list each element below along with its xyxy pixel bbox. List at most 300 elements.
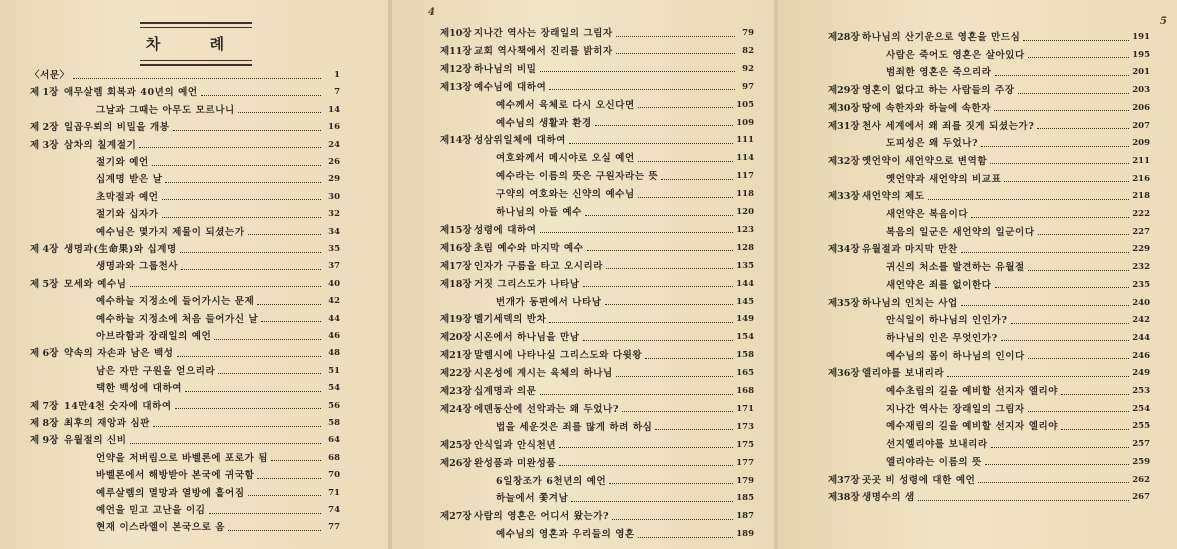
dot-leader xyxy=(595,124,733,126)
page-ref: 1 xyxy=(334,70,340,80)
page-ref: 34 xyxy=(328,226,340,237)
page-ref: 14 xyxy=(328,104,340,115)
dot-leader xyxy=(638,106,733,108)
chapter-number: 제12장 xyxy=(440,63,472,75)
toc-entry xyxy=(496,295,754,310)
page-number-middle: 4 xyxy=(428,7,435,18)
entry-title: 사람은 죽어도 영혼은 살아있다 xyxy=(886,49,1025,61)
dot-leader xyxy=(248,233,321,235)
toc-entry xyxy=(828,83,1150,98)
dot-leader xyxy=(257,477,321,479)
entry-title: 모세와 예수님 xyxy=(64,278,127,290)
entry-title: 14만4천 숫자에 대하여 xyxy=(64,400,172,412)
entry-title: 예수라는 이름의 뜻은 구원자라는 뜻 xyxy=(496,171,659,183)
dot-leader xyxy=(918,499,1129,501)
toc-entry xyxy=(886,313,1150,328)
dot-leader xyxy=(645,357,733,359)
entry-title: 성령에 대하여 xyxy=(474,224,537,236)
page-ref: 46 xyxy=(328,331,340,341)
page-ref: 68 xyxy=(328,452,340,463)
toc-entry xyxy=(886,260,1150,275)
toc-entry xyxy=(96,190,340,205)
toc-entry xyxy=(30,85,340,100)
page-ref: 120 xyxy=(736,207,754,217)
entry-title: 새언약은 죄를 없이한다 xyxy=(886,279,992,291)
dot-leader xyxy=(559,446,733,448)
page-ref: 64 xyxy=(328,435,340,446)
entry-title: 유월절과 마지막 만찬 xyxy=(862,244,958,256)
dot-leader xyxy=(261,320,321,322)
page-ref: 118 xyxy=(736,189,754,200)
page-ref: 249 xyxy=(1132,368,1150,379)
toc-entry xyxy=(828,30,1150,45)
chapter-number: 제 5장 xyxy=(30,278,59,290)
chapter-number: 제 7장 xyxy=(30,400,59,412)
toc-entry xyxy=(886,384,1150,399)
page-ref: 114 xyxy=(736,153,754,164)
dot-leader xyxy=(961,251,1129,253)
entry-title: 예수하늘 지정소에 처음 들어가신 날 xyxy=(96,313,259,325)
page-ref: 262 xyxy=(1132,474,1150,485)
entry-title: 일곱우뢰의 비밀을 개봉 xyxy=(64,122,170,134)
chapter-number: 제30장 xyxy=(828,102,860,114)
entry-title: 초막절과 예언 xyxy=(96,191,159,203)
dot-leader xyxy=(209,512,322,514)
page-ref: 259 xyxy=(1132,456,1150,467)
dot-leader xyxy=(1037,127,1129,129)
dot-leader xyxy=(218,372,321,374)
page-ref: 242 xyxy=(1132,315,1150,326)
page-ref: 42 xyxy=(328,296,340,307)
dot-leader xyxy=(612,518,733,520)
page-ref: 24 xyxy=(328,139,340,150)
page-ref: 254 xyxy=(1132,403,1150,414)
chapter-number: 제28장 xyxy=(828,32,860,43)
toc-entry xyxy=(96,520,340,535)
dot-leader xyxy=(1018,92,1130,94)
page-ref: 206 xyxy=(1132,102,1150,113)
chapter-number: 제 1장 xyxy=(30,87,59,99)
toc-entry xyxy=(886,349,1150,364)
chapter-number: 제21장 xyxy=(440,350,472,362)
dot-leader xyxy=(990,162,1129,164)
chapter-number: 제 8장 xyxy=(30,418,59,429)
dot-leader xyxy=(571,500,733,502)
dot-leader xyxy=(173,129,321,131)
toc-entry xyxy=(96,172,340,187)
chapter-number: 제17장 xyxy=(440,260,472,272)
dot-leader xyxy=(971,216,1129,218)
dot-leader xyxy=(978,481,1129,483)
page-ref: 187 xyxy=(736,511,754,522)
entry-title: 안식일이 하나님의 인인가? xyxy=(886,315,1008,327)
dot-leader xyxy=(569,142,733,144)
page-ref: 149 xyxy=(736,314,754,325)
dot-leader xyxy=(540,393,734,395)
entry-title: 택한 백성에 대하여 xyxy=(96,383,183,395)
toc-entry xyxy=(828,119,1150,134)
dot-leader xyxy=(152,164,321,166)
entry-title: 예수재림의 길을 예비할 선지자 엘리야 xyxy=(886,421,1059,433)
chapter-number: 제22장 xyxy=(440,368,472,380)
toc-entry xyxy=(96,155,340,170)
entry-title: 귀신의 처소를 발견하는 유월절 xyxy=(886,262,1025,274)
page-ref: 30 xyxy=(328,191,340,202)
entry-title: 예수님의 영혼과 우리들의 영혼 xyxy=(496,529,635,541)
chapter-number: 제 6장 xyxy=(30,348,59,360)
toc-entry xyxy=(30,120,340,135)
toc-entry xyxy=(886,48,1150,63)
dot-leader xyxy=(1001,339,1129,341)
toc-entry xyxy=(30,416,340,431)
entry-title: 범죄한 영혼은 죽으리라 xyxy=(886,67,992,79)
page-ref: 218 xyxy=(1132,191,1150,202)
dot-leader xyxy=(981,145,1129,147)
toc-entry xyxy=(886,65,1150,80)
toc-entry xyxy=(96,103,340,118)
page-number-right: 5 xyxy=(1160,16,1167,27)
page-ref: 37 xyxy=(328,261,340,272)
page-ref: 29 xyxy=(328,174,340,185)
entry-title: 멜기세덱의 반차 xyxy=(474,314,547,326)
dot-leader xyxy=(994,109,1129,111)
entry-title: 예수님은 몇가지 제물이 되셨는가 xyxy=(96,226,245,238)
dot-leader xyxy=(130,442,321,444)
dot-leader xyxy=(1028,357,1129,359)
dot-leader xyxy=(947,375,1129,377)
chapter-number: 제29장 xyxy=(828,85,860,97)
entry-title: 남은 자만 구원을 얻으리라 xyxy=(96,365,216,377)
page-ref: 168 xyxy=(736,386,754,396)
entry-title: 초림 예수와 마지막 예수 xyxy=(474,242,584,254)
page-ref: 70 xyxy=(328,470,340,481)
toc-entry xyxy=(96,503,340,518)
toc-entry xyxy=(496,491,754,506)
entry-title: 거짓 그리스도가 나타남 xyxy=(474,278,580,290)
dot-leader xyxy=(201,94,321,96)
toc-entry xyxy=(828,154,1150,169)
dot-leader xyxy=(1011,322,1130,324)
page-ref: 135 xyxy=(736,260,754,271)
dot-leader xyxy=(175,407,321,409)
page-ref: 185 xyxy=(736,493,754,504)
toc-entry xyxy=(828,366,1150,381)
dot-leader xyxy=(1038,233,1130,235)
entry-title: 하늘에서 쫓겨남 xyxy=(496,493,569,505)
page-ref: 26 xyxy=(328,157,340,167)
toc-entry xyxy=(440,509,754,524)
dot-leader xyxy=(153,425,321,427)
page-ref: 257 xyxy=(1132,439,1150,450)
page-ref: 179 xyxy=(736,475,754,486)
entry-title: 생명과(生命果)와 십계명 xyxy=(64,244,177,255)
entry-title: 사람의 영혼은 어디서 왔는가? xyxy=(474,511,610,523)
toc-entry xyxy=(30,346,340,361)
dot-leader xyxy=(995,286,1130,288)
toc-entry xyxy=(96,207,340,222)
dot-leader xyxy=(549,88,735,90)
toc-entry xyxy=(30,277,340,292)
page-ref: 203 xyxy=(1132,85,1150,96)
dot-leader xyxy=(73,77,321,79)
toc-entry xyxy=(96,468,340,483)
toc-entry xyxy=(30,433,340,448)
page-ref: 7 xyxy=(334,87,340,98)
toc-entry xyxy=(886,278,1150,293)
page-ref: 145 xyxy=(736,296,754,307)
dot-leader xyxy=(622,410,733,412)
dot-leader xyxy=(238,111,321,113)
entry-title: 절기와 십자가 xyxy=(96,209,159,221)
toc-entry xyxy=(440,44,754,59)
chapter-number: 제38장 xyxy=(828,492,860,504)
page-ref: 246 xyxy=(1132,350,1150,361)
entry-title: 영혼이 없다고 하는 사람들의 주장 xyxy=(862,85,1015,97)
entry-title: 생명과와 그룹천사 xyxy=(96,261,179,273)
toc-entry xyxy=(886,455,1150,470)
dot-leader xyxy=(540,70,735,72)
entry-title: 예수하늘 지정소에 들어가시는 문제 xyxy=(96,296,255,308)
page-ref: 117 xyxy=(736,171,754,182)
toc-entry xyxy=(30,138,340,153)
dot-leader xyxy=(181,268,321,270)
dot-leader xyxy=(177,355,322,357)
toc-entry xyxy=(886,207,1150,222)
chapter-number: 제31장 xyxy=(828,120,860,132)
entry-title: 예수초림의 길을 예비할 선지자 엘리야 xyxy=(886,386,1059,397)
entry-title: 예수님의 몸이 하나님의 인이다 xyxy=(886,350,1025,362)
entry-title: 생명수의 샘 xyxy=(862,492,915,504)
page-ref: 229 xyxy=(1132,244,1150,255)
dot-leader xyxy=(985,463,1129,465)
entry-title: 아브라함과 장래일의 예언 xyxy=(96,331,212,342)
toc-entry xyxy=(886,402,1150,417)
dot-leader xyxy=(616,35,735,37)
page-ref: 79 xyxy=(742,28,754,38)
dot-leader xyxy=(616,375,733,377)
dot-leader xyxy=(1061,393,1129,395)
entry-title: 지나간 역사는 장래일의 그림자 xyxy=(474,28,613,39)
toc-title: 차 례 xyxy=(145,35,247,53)
entry-title: 하나님의 인치는 사업 xyxy=(862,297,958,309)
page-ref: 97 xyxy=(742,81,754,92)
toc-entry xyxy=(496,420,754,435)
entry-title: 엘리야라는 이름의 뜻 xyxy=(886,456,982,468)
page-ref: 173 xyxy=(736,421,754,432)
chapter-number: 제35장 xyxy=(828,297,860,309)
toc-entry xyxy=(96,364,340,379)
toc-entry xyxy=(30,68,340,83)
toc-entry xyxy=(496,474,754,489)
dot-leader xyxy=(228,529,321,531)
dot-leader xyxy=(549,321,733,323)
chapter-number: 제24장 xyxy=(440,403,472,415)
entry-title: 교회 역사책에서 진리를 밝히자 xyxy=(474,45,613,57)
entry-title: 하나님의 인은 무엇인가? xyxy=(886,332,998,344)
dot-leader xyxy=(585,214,733,216)
chapter-number: 제20장 xyxy=(440,332,472,344)
page-ref: 267 xyxy=(1132,492,1150,503)
page-ref: 209 xyxy=(1132,138,1150,149)
chapter-number: 제 3장 xyxy=(30,139,59,151)
toc-entry xyxy=(496,205,754,220)
toc-entry xyxy=(828,473,1150,488)
toc-entry xyxy=(828,296,1150,311)
page-ref: 253 xyxy=(1132,386,1150,396)
dot-leader xyxy=(1028,269,1129,271)
entry-title: 하나님의 산기운으로 영혼을 만드심 xyxy=(862,32,1021,43)
toc-entry xyxy=(828,101,1150,116)
entry-title: 시온에서 하나님을 만남 xyxy=(474,332,580,344)
toc-entry xyxy=(440,26,754,41)
toc-entry xyxy=(828,242,1150,257)
toc-entry xyxy=(440,366,754,381)
entry-title: 선지엘리야를 보내리라 xyxy=(886,439,988,451)
entry-title: 곳곳 비 성령에 대한 예언 xyxy=(862,474,976,486)
entry-title: 유월절의 신비 xyxy=(64,435,127,447)
page-ref: 40 xyxy=(328,278,340,289)
toc-entry xyxy=(496,169,754,184)
entry-title: 땅에 속한자와 하늘에 속한자 xyxy=(862,102,992,114)
dot-leader xyxy=(583,339,734,341)
entry-title: 예수님의 생활과 환경 xyxy=(496,117,592,129)
toc-entry xyxy=(96,294,340,309)
page-ref: 54 xyxy=(328,383,340,394)
entry-title: 안식일과 안식천년 xyxy=(474,439,557,451)
page-ref: 195 xyxy=(1132,49,1150,60)
page-ref: 222 xyxy=(1132,209,1150,219)
toc-entry xyxy=(440,330,754,345)
dot-leader xyxy=(540,231,734,233)
entry-title: 그날과 그때는 아무도 모르나니 xyxy=(96,104,235,116)
toc-entry xyxy=(96,381,340,396)
chapter-number: 제16장 xyxy=(440,242,472,254)
right-page xyxy=(778,0,1177,549)
chapter-number: 제36장 xyxy=(828,368,860,380)
page-ref: 58 xyxy=(328,418,340,428)
entry-title: 약속의 자손과 남은 백성 xyxy=(64,348,174,360)
chapter-number: 제 9장 xyxy=(30,435,59,447)
dot-leader xyxy=(606,267,733,269)
toc-entry xyxy=(96,259,340,274)
page-ref: 128 xyxy=(736,242,754,253)
page-ref: 144 xyxy=(736,278,754,289)
entry-title: 새언약의 제도 xyxy=(862,191,925,203)
entry-title: 예루살렘의 멸망과 열방에 흩어짐 xyxy=(96,487,245,499)
chapter-number: 제11장 xyxy=(440,45,472,57)
entry-title: 지나간 역사는 장래일의 그림자 xyxy=(886,403,1025,415)
dot-leader xyxy=(583,285,734,287)
entry-title: 천사 세계에서 왜 죄를 짓게 되셨는가? xyxy=(862,120,1035,132)
page-ref: 74 xyxy=(328,505,340,515)
toc-entry xyxy=(496,187,754,202)
entry-title: 예수께서 육체로 다시 오신다면 xyxy=(496,99,635,111)
entry-title: 복음의 일군은 새언약의 일군이다 xyxy=(886,226,1035,238)
toc-entry xyxy=(886,331,1150,346)
toc-entry xyxy=(30,399,340,414)
chapter-number: 제19장 xyxy=(440,314,472,326)
toc-entry xyxy=(96,225,340,240)
entry-title: 말렘시에 나타나실 그리스도와 다윗왕 xyxy=(474,350,643,362)
dot-leader xyxy=(995,74,1130,76)
entry-title: 바벨론에서 해방받아 본국에 귀국함 xyxy=(96,470,255,482)
page-ref: 77 xyxy=(328,522,340,533)
entry-title: 현재 이스라엘이 본국으로 옴 xyxy=(96,522,226,534)
toc-entry xyxy=(440,62,754,77)
toc-entry xyxy=(440,259,754,274)
chapter-number: 제26장 xyxy=(440,457,472,469)
page-ref: 111 xyxy=(736,135,754,146)
page-ref: 216 xyxy=(1132,173,1150,184)
page-ref: 207 xyxy=(1132,120,1150,131)
chapter-number: 제33장 xyxy=(828,191,860,203)
chapter-number: 제23장 xyxy=(440,386,472,397)
chapter-number: 제27장 xyxy=(440,511,472,523)
page-ref: 255 xyxy=(1132,421,1150,432)
toc-entry xyxy=(440,80,754,95)
chapter-number: 제 4장 xyxy=(30,244,59,255)
dot-leader xyxy=(559,464,733,466)
entry-title: 법을 세운것은 죄를 많게 하려 하심 xyxy=(496,421,653,433)
entry-title: 절기와 예언 xyxy=(96,157,149,168)
page-ref: 109 xyxy=(736,117,754,128)
left-page xyxy=(0,0,388,549)
toc-entry xyxy=(440,402,754,417)
chapter-number: 제34장 xyxy=(828,244,860,256)
entry-title: 최후의 재앙과 심판 xyxy=(64,418,151,429)
dot-leader xyxy=(609,482,733,484)
chapter-number: 제 2장 xyxy=(30,122,59,134)
chapter-number: 제37장 xyxy=(828,474,860,486)
chapter-number: 제15장 xyxy=(440,224,472,236)
page-ref: 48 xyxy=(328,348,340,359)
dot-leader xyxy=(991,446,1130,448)
dot-leader xyxy=(961,304,1129,306)
entry-title: 하나님의 비밀 xyxy=(474,63,537,75)
entry-title: 번개가 동편에서 나타남 xyxy=(496,296,602,308)
dot-leader xyxy=(1028,410,1129,412)
toc-entry xyxy=(496,527,754,542)
toc-entry xyxy=(96,312,340,327)
toc-entry xyxy=(440,438,754,453)
toc-entry xyxy=(886,437,1150,452)
dot-leader xyxy=(271,459,321,461)
entry-title: 성삼위일체에 대하여 xyxy=(474,135,566,147)
dot-leader xyxy=(162,216,321,218)
page-ref: 56 xyxy=(328,400,340,411)
page-ref: 171 xyxy=(736,403,754,414)
entry-title: 십계명과 의문 xyxy=(474,386,537,397)
dot-leader xyxy=(162,198,321,200)
page-ref: 165 xyxy=(736,368,754,379)
page-ref: 71 xyxy=(328,487,340,498)
page-ref: 244 xyxy=(1132,332,1150,343)
toc-entry xyxy=(440,312,754,327)
page-ref: 35 xyxy=(328,244,340,254)
dot-leader xyxy=(638,196,733,198)
dot-leader xyxy=(616,52,735,54)
entry-title: 애무살렘 회복과 40년의 예언 xyxy=(64,87,198,99)
toc-entry xyxy=(440,133,754,148)
page-ref: 154 xyxy=(736,332,754,343)
entry-title: 언약을 저버림으로 바벨론에 포로가 됨 xyxy=(96,452,269,464)
entry-title: 〈서문〉 xyxy=(30,70,70,81)
chapter-number: 제18장 xyxy=(440,278,472,290)
toc-entry xyxy=(886,225,1150,240)
page-ref: 191 xyxy=(1132,32,1150,42)
entry-title: 인자가 구름을 타고 오시리라 xyxy=(474,260,604,272)
entry-title: 옛언약과 새언약의 비교표 xyxy=(886,173,1002,185)
